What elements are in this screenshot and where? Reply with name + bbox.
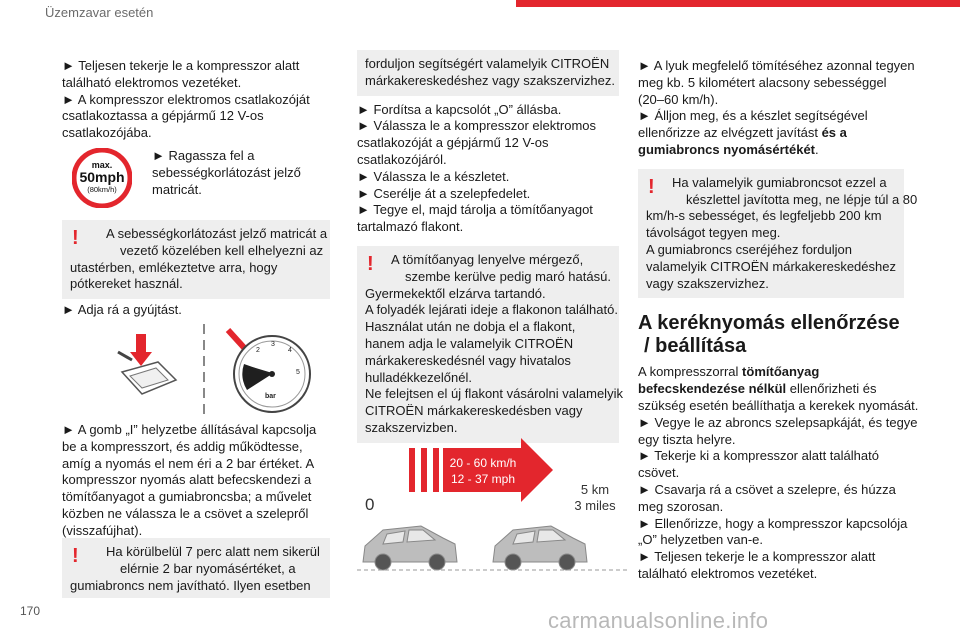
text-line: márkakereskedéshez vagy szakszervizhez. bbox=[365, 72, 615, 88]
gauge-tick: 1 bbox=[246, 369, 250, 376]
column-1 bbox=[62, 58, 330, 142]
text-line: ► A kompresszor elektromos csatlakozóját bbox=[62, 91, 310, 107]
pressure-gauge-icon bbox=[228, 330, 310, 412]
text-bold: befecskendezése nélkül bbox=[638, 381, 787, 397]
text-line: CITROËN márkakereskedésben vagy bbox=[365, 403, 583, 419]
gauge-tick: 2 bbox=[256, 347, 260, 354]
text-line: valamelyik CITROËN márkakereskedéshez bbox=[646, 258, 896, 274]
text-line: Gyermekektől elzárva tartandó. bbox=[365, 285, 546, 301]
sticker-kmh: (80km/h) bbox=[87, 185, 117, 194]
text-line: „O” helyzetben van-e. bbox=[638, 532, 764, 548]
warning-box-3 bbox=[357, 246, 623, 443]
text-bold: tömítőanyag bbox=[742, 364, 820, 380]
text-line: szembe kerülve pedig maró hatású. bbox=[405, 268, 611, 284]
text-line: készlettel javította meg, ne lépje túl a 80 bbox=[686, 191, 918, 207]
warning-box-4 bbox=[638, 169, 918, 299]
section-heading bbox=[638, 312, 904, 358]
warning-icon: ! bbox=[72, 227, 79, 249]
speed-mph: 12 - 37 mph bbox=[450, 472, 516, 486]
text-line: ellenőrizze az elvégzett javítást bbox=[638, 125, 818, 141]
sticker-max: max. bbox=[91, 160, 113, 170]
sticker-instruction bbox=[152, 148, 301, 198]
text-bold: és a bbox=[821, 125, 847, 141]
text-line: szükség esetén beállíthatja a kerekek nyomását. bbox=[638, 397, 919, 413]
text-line: km/h-s sebességet, és legfeljebb 200 km bbox=[646, 208, 882, 224]
heading-line: / beállítása bbox=[644, 335, 747, 358]
distance-start: 0 bbox=[365, 495, 375, 514]
text-line: csatlakozójáról. bbox=[357, 151, 447, 167]
text-line: található elektromos vezetéket. bbox=[638, 565, 818, 581]
text-line: pótkereket használ. bbox=[70, 276, 183, 292]
text-line: közben ne válassza le a csövet a szelepről bbox=[62, 505, 309, 521]
text-line: Ha körülbelül 7 perc alatt nem sikerül bbox=[106, 544, 320, 559]
text-line: forduljon segítségért valamelyik CITROËN bbox=[365, 56, 610, 71]
column-2 bbox=[357, 50, 623, 443]
text-line: ► Ellenőrizze, hogy a kompresszor kapcsolója bbox=[638, 515, 908, 531]
text-line: tömítőanyagot a gumiabroncsba; a művelet bbox=[62, 489, 312, 505]
text-line: vezető közelében kell elhelyezni az bbox=[120, 242, 324, 258]
text-line: ► Csavarja rá a csövet a szelepre, és húzza bbox=[638, 481, 896, 497]
text-line: ► Adja rá a gyújtást. bbox=[62, 302, 182, 317]
gauge-tick: 5 bbox=[296, 369, 300, 376]
text-line: be a kompresszort, és addig működtesse, bbox=[62, 438, 303, 454]
text-line: (visszafújhat). bbox=[62, 522, 143, 538]
arrow-right-icon bbox=[443, 438, 553, 502]
text-line: ► Vegye le az abroncs szelepsapkáját, és tegye bbox=[638, 414, 918, 430]
text-line: ellenőrizheti és bbox=[789, 381, 877, 397]
text-line: vagy szakszervizhez. bbox=[646, 275, 769, 291]
text-line: A tömítőanyag lenyelve mérgező, bbox=[391, 251, 584, 267]
text-line: ► Ragassza fel a bbox=[152, 148, 255, 163]
text-line: található elektromos vezetéket. bbox=[62, 74, 242, 90]
text-line: gumiabroncs nem javítható. Ilyen esetben bbox=[70, 577, 311, 593]
text-line: csatlakoztassa a gépjármű 12 V-os bbox=[62, 108, 264, 124]
warning-icon: ! bbox=[648, 175, 655, 198]
section-title: Üzemzavar esetén bbox=[45, 5, 154, 20]
text-line: márkakereskedésnél vagy hivatalos bbox=[365, 352, 571, 368]
warning-box-2 bbox=[62, 538, 330, 598]
text-line: ► Tegye el, majd tárolja a tömítőanyagot bbox=[357, 202, 593, 218]
text-line: meg szorosan. bbox=[638, 498, 724, 514]
text-line: matricát. bbox=[152, 181, 202, 197]
text-bold: gumiabroncs nyomásértékét bbox=[638, 141, 816, 157]
distance-miles: 3 miles bbox=[574, 498, 616, 513]
text-line: amíg a nyomás el nem éri a 2 bar értéket. A bbox=[62, 455, 315, 471]
text-line: utastérben, emlékeztetve arra, hogy bbox=[70, 259, 278, 275]
compressor-step bbox=[62, 422, 330, 540]
text-line: Használat után ne dobja el a flakont, bbox=[365, 319, 576, 335]
text-line: csatlakozójába. bbox=[62, 125, 152, 141]
text-line: meg kb. 5 kilométert alacsony sebességgel bbox=[638, 74, 887, 90]
text-line: A folyadék lejárati ideje a flakonon található. bbox=[365, 302, 618, 318]
compressor-switch-icon bbox=[118, 334, 176, 394]
warning-box-1 bbox=[62, 220, 330, 299]
text-line: ► A lyuk megfelelő tömítéséhez azonnal tegyen bbox=[638, 58, 915, 73]
text-line: egy tiszta helyre. bbox=[638, 431, 736, 447]
text-line: csatlakozóját a gépjármű 12 V-os bbox=[357, 135, 549, 151]
text-line: tartalmazó flakont. bbox=[357, 219, 464, 235]
text-line: ► Cserélje át a szelepfedelet. bbox=[357, 185, 531, 201]
heading-line: A keréknyomás ellenőrzése bbox=[638, 312, 900, 335]
text-line: sebességkorlátozást jelző bbox=[152, 164, 301, 180]
text-line: hulladékkezelőnél. bbox=[365, 369, 472, 385]
column-3: ► A lyuk megfelelő tömítéséhez azonnal tegyen meg kb. 5 kilométert alacsony sebességgel (20–60 km/h). ► Álljon meg, és a készlet segítségével ellenőrizze az elvégzett javítást és a gumiabroncs nyomásértékét. ! Ha valamelyik gumiabroncsot ezzel a készlettel javította meg, ne lépje túl a 80 km/h-s sebességet, és legfeljebb 200 km távolságot tegyen meg. A gumiabroncs cseréjéhez forduljon valamelyik CITROËN márkakereskedéshez vagy szakszervizhez. A keréknyomás ellenőrzése / beállítása A kompresszorral tömítőanyag befecskendezése nélkül ellenőrizheti és szükség esetén beállíthatja a kerekek nyomását. ► Vegye le az abroncs szelepsapkáját, és tegye egy tiszta helyre. ► Tekerje ki a kompresszor alatt található csövet. ► Csavarja rá a csövet a szelepre, és húzza meg szorosan. ► Ellenőrizze, hogy a kompresszor kapcsolója „O” helyzetben van-e. ► Teljesen tekerje le a kompresszor alatt található elektromos vezetéket. bbox=[638, 58, 919, 581]
text-line: ► Tekerje ki a kompresszor alatt található bbox=[638, 448, 879, 464]
text-line: ► Fordítsa a kapcsolót „O” állásba. bbox=[357, 101, 562, 117]
distance-km: 5 km bbox=[580, 482, 610, 497]
text-line: Ha valamelyik gumiabroncsot ezzel a bbox=[672, 174, 887, 190]
text-line: ► Teljesen tekerje le a kompresszor alatt bbox=[62, 58, 300, 73]
text-line: ► Álljon meg, és a készlet segítségével bbox=[638, 108, 868, 124]
text-line: hanem adja le valamelyik CITROËN bbox=[365, 335, 574, 351]
text-line: elérnie 2 bar nyomásértéket, a bbox=[120, 560, 296, 576]
text-line: (20–60 km/h). bbox=[638, 91, 719, 107]
speed-distance-diagram bbox=[357, 434, 627, 574]
watermark: carmanualsonline.info bbox=[548, 608, 769, 633]
text-line: távolságot tegyen meg. bbox=[646, 225, 781, 241]
warning-icon: ! bbox=[367, 252, 374, 275]
speed-kmh: 20 - 60 km/h bbox=[449, 456, 517, 470]
gauge-unit: bar bbox=[265, 393, 276, 400]
text-line: ► A gomb „I” helyzetbe állításával kapcsolja bbox=[62, 422, 317, 437]
car-icon bbox=[493, 526, 587, 570]
warning-icon: ! bbox=[72, 545, 79, 567]
gauge-tick: 3 bbox=[271, 341, 275, 348]
speed-limit-sticker-icon bbox=[72, 148, 132, 208]
text-line: Ne felejtsen el új flakont vásárolni valamelyik bbox=[365, 386, 623, 402]
text-line: A sebességkorlátozást jelző matricát a bbox=[106, 226, 328, 241]
page-number: 170 bbox=[20, 604, 41, 618]
header-accent-bar bbox=[516, 0, 960, 7]
text-line: csövet. bbox=[638, 465, 680, 481]
text-line: kompresszor nyomás alatt befecskendezi a bbox=[62, 472, 312, 488]
compressor-switch-gauge-illustration bbox=[110, 322, 330, 414]
text-line: ► Válassza le a kompresszor elektromos bbox=[357, 118, 597, 134]
text-line: A gumiabroncs cseréjéhez forduljon bbox=[646, 241, 852, 257]
ignition-step bbox=[62, 302, 182, 319]
sticker-speed: 50mph bbox=[79, 169, 125, 185]
text-line: ► Válassza le a készletet. bbox=[357, 168, 510, 184]
text-line: A kompresszorral bbox=[638, 364, 739, 380]
text-line: szakszervizben. bbox=[365, 419, 458, 435]
text-line: ► Teljesen tekerje le a kompresszor alatt bbox=[638, 549, 876, 565]
warning-box-continued bbox=[357, 50, 619, 96]
car-icon bbox=[363, 526, 457, 570]
gauge-tick: 4 bbox=[288, 347, 292, 354]
